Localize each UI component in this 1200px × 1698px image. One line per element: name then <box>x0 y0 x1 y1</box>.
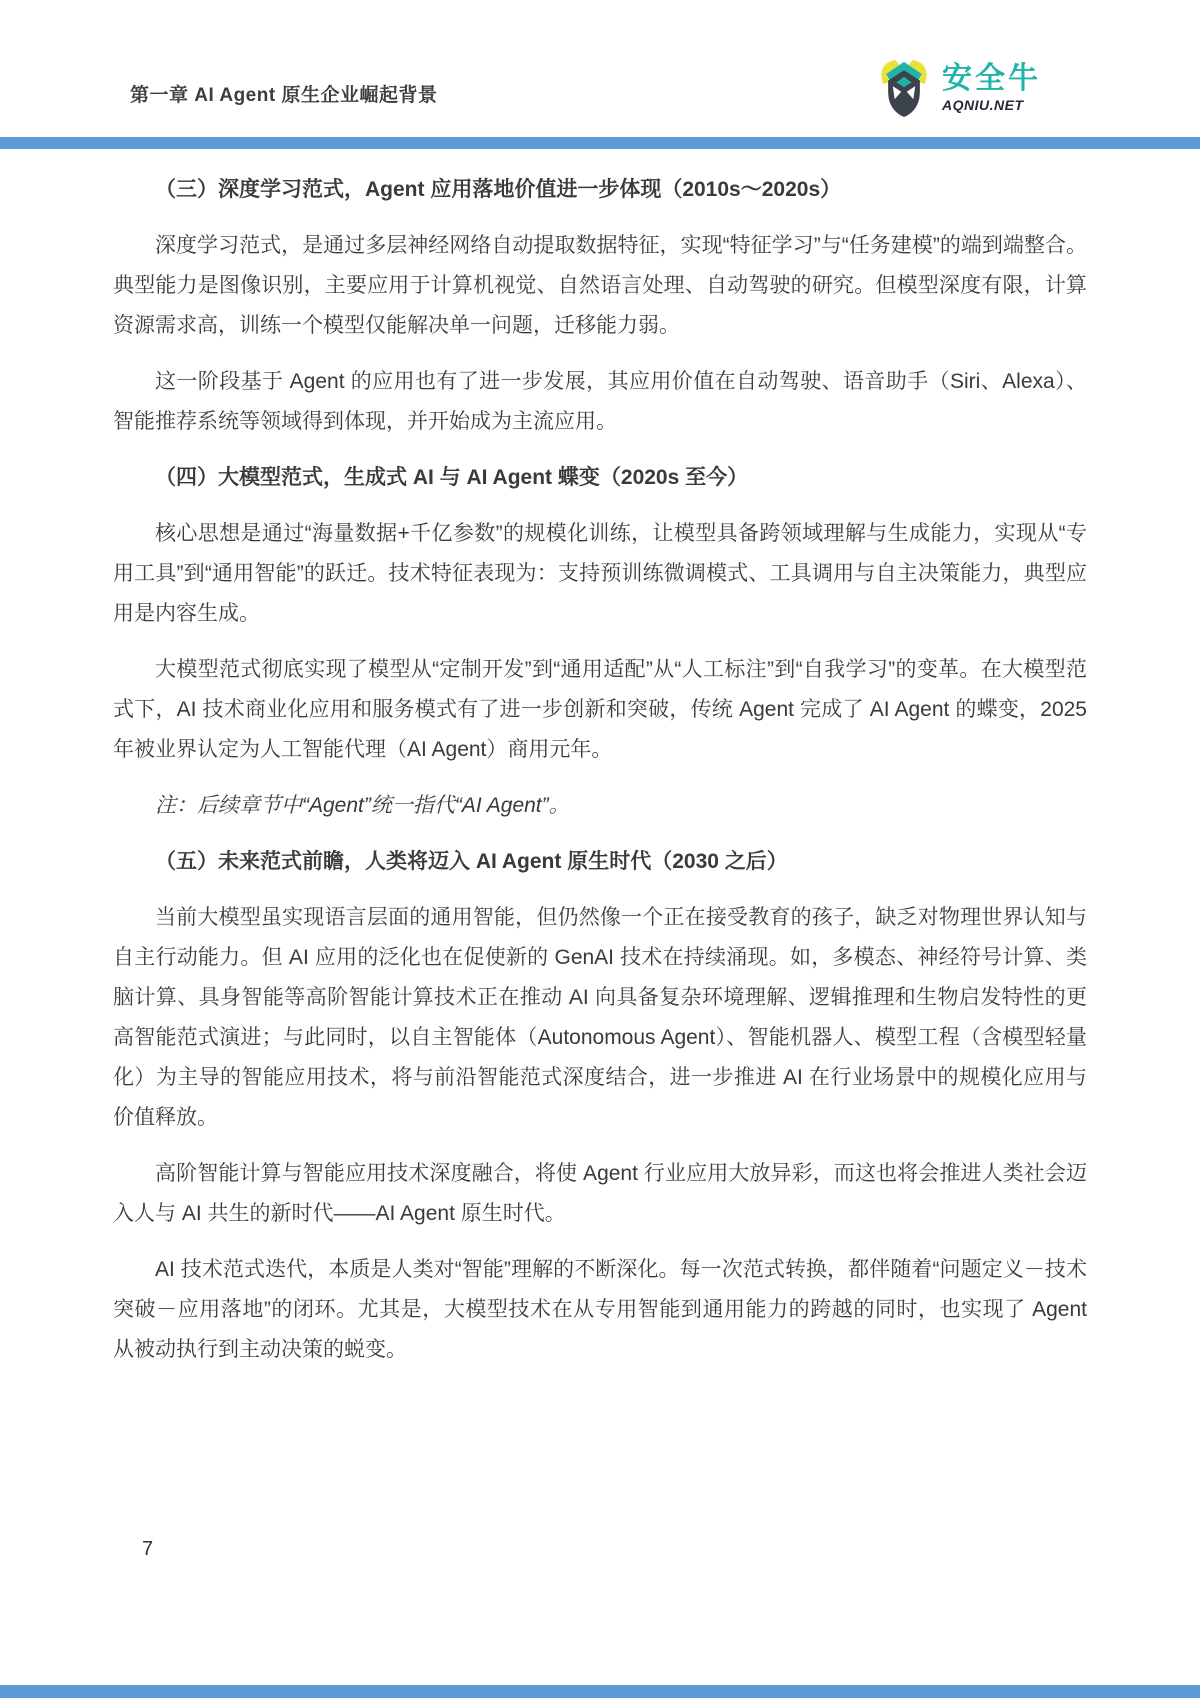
body-paragraph: 高阶智能计算与智能应用技术深度融合，将使 Agent 行业应用大放异彩，而这也将会推进人类社会迈入人与 AI 共生的新时代——AI Agent 原生时代。 <box>113 1162 1087 1225</box>
page-body <box>113 162 1087 1370</box>
note-paragraph: 注：后续章节中“Agent”统一指代“AI Agent”。 <box>155 794 570 817</box>
section-heading: （五）未来范式前瞻，人类将迈入 AI Agent 原生时代（2030 之后） <box>155 850 788 873</box>
body-paragraph: 这一阶段基于 Agent 的应用也有了进一步发展，其应用价值在自动驾驶、语音助手（Siri、Alexa）、智能推荐系统等领域得到体现，并开始成为主流应用。 <box>113 370 1087 433</box>
bull-shield-icon <box>876 56 932 120</box>
section-heading: （四）大模型范式，生成式 AI 与 AI Agent 蝶变（2020s 至今） <box>155 466 749 489</box>
body-paragraph: 核心思想是通过“海量数据+千亿参数”的规模化训练，让模型具备跨领域理解与生成能力，实现从“专用工具”到“通用智能”的跃迁。技术特征表现为：支持预训练微调模式、工具调用与自主决策能力，典型应用是内容生成。 <box>113 522 1087 625</box>
footer-bar <box>0 1685 1200 1698</box>
chapter-header: 第一章 AI Agent 原生企业崛起背景 <box>130 85 438 106</box>
brand-domain: AQNIU.NET <box>942 97 1024 113</box>
body-paragraph: AI 技术范式迭代，本质是人类对“智能”理解的不断深化。每一次范式转换，都伴随着“问题定义－技术突破－应用落地”的闭环。尤其是，大模型技术在从专用智能到通用能力的跨越的同时，也实现了 Agent 从被动执行到主动决策的蜕变。 <box>113 1258 1087 1361</box>
brand-name: 安全牛 <box>942 62 1041 95</box>
body-paragraph: 大模型范式彻底实现了模型从“定制开发”到“通用适配”从“人工标注”到“自我学习”的变革。在大模型范式下，AI 技术商业化应用和服务模式有了进一步创新和突破，传统 Agent 完成了 AI Agent 的蝶变，2025 年被业界认定为人工智能代理（AI Agent）商用元年。 <box>113 658 1087 761</box>
logo-text <box>942 64 1041 112</box>
aqniu-logo <box>876 56 1041 120</box>
body-paragraph: 深度学习范式，是通过多层神经网络自动提取数据特征，实现“特征学习”与“任务建模”的端到端整合。典型能力是图像识别，主要应用于计算机视觉、自然语言处理、自动驾驶的研究。但模型深度有限，计算资源需求高，训练一个模型仅能解决单一问题，迁移能力弱。 <box>113 234 1087 337</box>
body-paragraph: 当前大模型虽实现语言层面的通用智能，但仍然像一个正在接受教育的孩子，缺乏对物理世界认知与自主行动能力。但 AI 应用的泛化也在促使新的 GenAI 技术在持续涌现。如，多模态、神经符号计算、类脑计算、具身智能等高阶智能计算技术正在推动 AI 向具备复杂环境理解、逻辑推理和生物启发特性的更高智能范式演进；与此同时，以自主智能体（Autonomous Agent）、智能机器人、模型工程（含模型轻量化）为主导的智能应用技术，将与前沿智能范式深度结合，进一步推进 AI 在行业场景中的规模化应用与价值释放。 <box>113 906 1087 1129</box>
header-divider-bar <box>0 137 1200 149</box>
page-number: 7 <box>142 1538 154 1560</box>
section-heading: （三）深度学习范式，Agent 应用落地价值进一步体现（2010s～2020s） <box>155 178 842 201</box>
